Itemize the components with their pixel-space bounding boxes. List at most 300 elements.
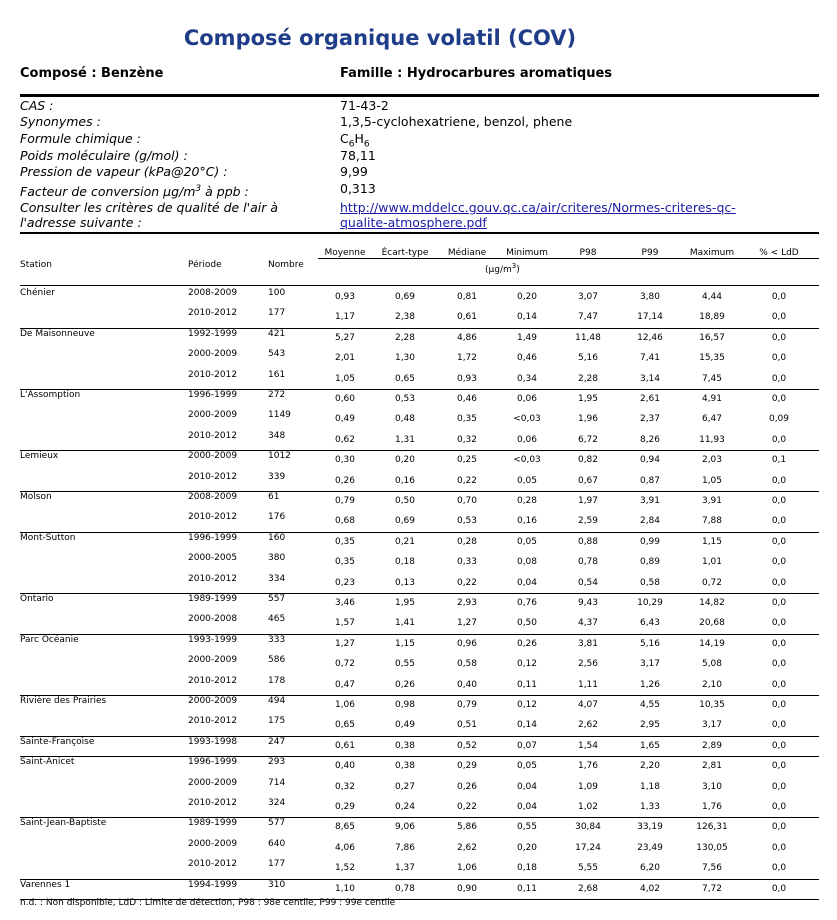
period-cell: 2010-2012 xyxy=(188,369,238,380)
value-cell: 0,0 xyxy=(771,496,787,506)
station-name: Chénier xyxy=(20,288,55,298)
value-cell: 0,26 xyxy=(394,679,416,690)
value-cell: 0,06 xyxy=(516,434,538,445)
value-cell: 4,44 xyxy=(701,292,723,302)
value-cell: 0,14 xyxy=(516,312,538,323)
count-cell: 1149 xyxy=(268,410,291,421)
period-cell: 2000-2009 xyxy=(188,349,238,360)
value-cell: 0,09 xyxy=(768,414,790,425)
criteria-link-2[interactable]: qualite-atmosphere.pdf xyxy=(340,215,487,230)
value-cell: 0,82 xyxy=(577,455,599,466)
station-name: Varennes 1 xyxy=(20,879,71,890)
station-name: Lemieux xyxy=(20,451,59,462)
property-value: 1,3,5-cyclohexatriene, benzol, phene xyxy=(340,114,573,129)
count-cell: 577 xyxy=(268,818,286,829)
group-divider xyxy=(20,593,819,594)
value-cell: 0,06 xyxy=(516,394,538,404)
value-cell: 0,26 xyxy=(516,638,538,649)
property-value: 0,313 xyxy=(340,181,376,196)
value-cell: 1,01 xyxy=(701,557,723,568)
value-cell: 3,80 xyxy=(639,292,661,302)
value-cell: 0,72 xyxy=(701,577,723,588)
station-name: Rivière des Prairies xyxy=(20,696,107,706)
count-cell: 640 xyxy=(268,838,286,849)
value-cell: 11,93 xyxy=(699,434,725,445)
value-cell: 0,20 xyxy=(516,292,538,302)
value-cell: 10,29 xyxy=(637,598,663,608)
value-cell: 0,28 xyxy=(516,496,538,506)
value-cell: 1,49 xyxy=(516,332,538,343)
value-cell: 0,18 xyxy=(516,863,538,874)
value-cell: 0,51 xyxy=(456,720,478,731)
header-bottom-rule xyxy=(20,285,819,286)
value-cell: 0,48 xyxy=(394,414,416,425)
family-label: Famille : Hydrocarbures aromatiques xyxy=(340,66,613,81)
value-cell: 2,62 xyxy=(577,720,599,731)
value-cell: 0,0 xyxy=(771,598,787,608)
property-label: Pression de vapeur (kPa@20°C) : xyxy=(20,164,228,179)
column-header-ecart: Écart-type xyxy=(381,248,429,258)
count-cell: 177 xyxy=(268,308,286,319)
value-cell: 1,31 xyxy=(394,434,416,445)
value-cell: 0,69 xyxy=(394,292,416,302)
count-cell: 348 xyxy=(268,430,286,441)
value-cell: 0,99 xyxy=(639,536,661,547)
unit-label: $(\mu g/m^3)$ xyxy=(485,262,520,275)
value-cell: 0,88 xyxy=(577,536,599,547)
value-cell: 0,33 xyxy=(456,557,478,568)
period-cell: 1994-1999 xyxy=(188,879,238,890)
value-cell: 0,50 xyxy=(394,496,416,506)
value-cell: 0,79 xyxy=(456,700,478,710)
value-cell: 0,90 xyxy=(456,883,478,894)
value-cell: 1,06 xyxy=(456,863,478,874)
value-cell: 2,62 xyxy=(456,842,478,853)
value-cell: 1,57 xyxy=(334,618,356,629)
value-cell: 0,0 xyxy=(771,883,787,894)
value-cell: 1,15 xyxy=(394,638,416,649)
value-cell: 7,47 xyxy=(577,312,599,323)
column-header-p98: P98 xyxy=(579,248,597,258)
table-top-rule xyxy=(20,232,819,234)
count-cell: 324 xyxy=(268,798,286,808)
value-cell: 0,79 xyxy=(334,496,356,506)
value-cell: 3,46 xyxy=(334,598,356,608)
count-cell: 247 xyxy=(268,736,286,747)
value-cell: 2,81 xyxy=(701,761,723,772)
value-cell: 0,58 xyxy=(639,577,661,588)
station-name: Mont-Sutton xyxy=(20,532,76,543)
column-header-mediane: Médiane xyxy=(447,248,487,258)
count-cell: 176 xyxy=(268,512,286,523)
value-cell: 0,0 xyxy=(771,638,787,649)
value-cell: 0,23 xyxy=(334,577,356,588)
property-value: $C_6H_6$ xyxy=(340,131,370,150)
value-cell: 0,0 xyxy=(771,312,787,323)
property-label: Synonymes : xyxy=(20,114,101,129)
value-cell: 0,0 xyxy=(771,761,787,772)
period-cell: 2010-2012 xyxy=(188,430,238,441)
count-cell: 586 xyxy=(268,655,286,666)
value-cell: 2,61 xyxy=(639,394,661,404)
period-cell: 1996-1999 xyxy=(188,757,238,768)
value-cell: 1,30 xyxy=(394,353,416,364)
count-cell: 1012 xyxy=(268,451,291,462)
value-cell: 1,96 xyxy=(577,414,599,425)
count-cell: 421 xyxy=(268,328,286,339)
period-cell: 2010-2012 xyxy=(188,308,238,319)
value-cell: 6,20 xyxy=(639,863,661,874)
count-cell: 543 xyxy=(268,349,286,360)
value-cell: 0,12 xyxy=(516,700,538,710)
value-cell: 15,35 xyxy=(699,353,725,364)
group-divider xyxy=(20,328,819,329)
value-cell: 0,69 xyxy=(394,516,416,527)
station-name: Parc Océanie xyxy=(20,634,79,645)
value-cell: 0,21 xyxy=(394,536,416,547)
value-cell: 1,27 xyxy=(456,618,478,629)
value-cell: 1,65 xyxy=(639,740,661,751)
value-cell: 0,04 xyxy=(516,577,538,588)
property-label: Facteur de conversion $\mu g/m^3$ à ppb : xyxy=(20,184,249,200)
value-cell: 1,05 xyxy=(334,373,356,384)
station-name: De Maisonneuve xyxy=(20,328,95,339)
column-header-moyenne: Moyenne xyxy=(324,248,366,258)
value-cell: 0,60 xyxy=(334,394,356,404)
value-cell: 0,35 xyxy=(334,557,356,568)
value-cell: 9,06 xyxy=(394,822,416,833)
value-cell: 4,86 xyxy=(456,332,478,343)
station-name: Sainte-Françoise xyxy=(20,736,95,747)
property-label: Poids moléculaire (g/mol) : xyxy=(20,148,188,163)
value-cell: 4,37 xyxy=(577,618,599,629)
count-cell: 494 xyxy=(268,696,286,706)
value-cell: 0,58 xyxy=(456,659,478,670)
value-cell: 4,07 xyxy=(577,700,599,710)
value-cell: 0,0 xyxy=(771,822,787,833)
value-cell: 0,0 xyxy=(771,373,787,384)
value-cell: 0,16 xyxy=(516,516,538,527)
value-cell: 1,18 xyxy=(639,781,661,792)
value-cell: 0,0 xyxy=(771,434,787,445)
value-cell: 0,0 xyxy=(771,720,787,731)
value-cell: 0,87 xyxy=(639,475,661,486)
value-cell: 0,26 xyxy=(334,475,356,486)
value-cell: 0,0 xyxy=(771,475,787,486)
group-divider xyxy=(20,695,819,696)
count-cell: 333 xyxy=(268,634,286,645)
value-cell: 2,01 xyxy=(334,353,356,364)
station-name: Ontario xyxy=(20,594,54,604)
column-header-ldd: % < LdD xyxy=(759,248,799,258)
value-cell: 0,24 xyxy=(394,802,416,812)
count-cell: 178 xyxy=(268,675,286,686)
column-header-minimum: Minimum xyxy=(506,248,548,258)
value-cell: 20,68 xyxy=(699,618,725,629)
period-cell: 2000-2009 xyxy=(188,655,238,666)
value-cell: 0,0 xyxy=(771,659,787,670)
period-cell: 1996-1999 xyxy=(188,532,238,543)
value-cell: 7,88 xyxy=(701,516,723,527)
value-cell: 1,11 xyxy=(577,679,599,690)
value-cell: 1,15 xyxy=(701,536,723,547)
value-cell: 23,49 xyxy=(637,842,663,853)
header-rule xyxy=(20,94,819,97)
group-divider xyxy=(20,736,819,737)
value-cell: <0,03 xyxy=(513,414,541,425)
period-cell: 2010-2012 xyxy=(188,573,238,584)
value-cell: 7,45 xyxy=(701,373,723,384)
period-cell: 2000-2009 xyxy=(188,451,238,462)
period-cell: 2000-2009 xyxy=(188,696,238,706)
value-cell: 0,46 xyxy=(456,394,478,404)
value-cell: 33,19 xyxy=(637,822,663,833)
value-cell: 0,14 xyxy=(516,720,538,731)
value-cell: 0,72 xyxy=(334,659,356,670)
value-cell: 0,11 xyxy=(516,883,538,894)
value-cell: 0,0 xyxy=(771,679,787,690)
value-cell: <0,03 xyxy=(513,455,541,466)
count-cell: 380 xyxy=(268,553,286,564)
value-cell: 1,76 xyxy=(701,802,723,812)
period-cell: 2010-2012 xyxy=(188,512,238,523)
value-cell: 18,89 xyxy=(699,312,725,323)
value-cell: 3,91 xyxy=(701,496,723,506)
value-cell: 0,67 xyxy=(577,475,599,486)
value-cell: 2,56 xyxy=(577,659,599,670)
value-cell: 2,95 xyxy=(639,720,661,731)
value-cell: 17,14 xyxy=(637,312,663,323)
column-header-periode: Période xyxy=(188,260,222,270)
value-cell: 7,86 xyxy=(394,842,416,853)
value-cell: 1,06 xyxy=(334,700,356,710)
count-cell: 100 xyxy=(268,288,286,298)
value-cell: 3,10 xyxy=(701,781,723,792)
column-header-nombre: Nombre xyxy=(268,260,304,270)
value-cell: 0,52 xyxy=(456,740,478,751)
period-cell: 1993-1998 xyxy=(188,736,238,747)
group-divider xyxy=(20,389,819,390)
value-cell: 0,20 xyxy=(516,842,538,853)
value-cell: 0,38 xyxy=(394,740,416,751)
value-cell: 2,03 xyxy=(701,455,723,466)
value-cell: 0,18 xyxy=(394,557,416,568)
footnote: n.d. : Non disponible, LdD : Limite de détection, P98 : 98e centile, P99 : 99e centile xyxy=(20,898,396,908)
value-cell: 2,28 xyxy=(394,332,416,343)
property-label: CAS : xyxy=(20,98,54,113)
period-cell: 2010-2012 xyxy=(188,859,238,870)
period-cell: 1989-1999 xyxy=(188,594,238,604)
value-cell: 130,05 xyxy=(696,842,728,853)
value-cell: 0,62 xyxy=(334,434,356,445)
value-cell: 3,91 xyxy=(639,496,661,506)
value-cell: 2,10 xyxy=(701,679,723,690)
count-cell: 177 xyxy=(268,859,286,870)
value-cell: 1,97 xyxy=(577,496,599,506)
count-cell: 161 xyxy=(268,369,286,380)
value-cell: 0,70 xyxy=(456,496,478,506)
value-cell: 1,27 xyxy=(334,638,356,649)
value-cell: 2,84 xyxy=(639,516,661,527)
group-divider xyxy=(20,756,819,757)
value-cell: 3,81 xyxy=(577,638,599,649)
group-divider xyxy=(20,879,819,880)
value-cell: 4,91 xyxy=(701,394,723,404)
value-cell: 4,02 xyxy=(639,883,661,894)
criteria-link-1[interactable]: http://www.mddelcc.gouv.qc.ca/air/criteres/Normes-criteres-qc- xyxy=(340,200,736,215)
value-cell: 9,43 xyxy=(577,598,599,608)
value-cell: 1,41 xyxy=(394,618,416,629)
value-cell: 0,0 xyxy=(771,802,787,812)
count-cell: 272 xyxy=(268,390,286,400)
value-cell: 0,22 xyxy=(456,577,478,588)
value-cell: 0,11 xyxy=(516,679,538,690)
value-cell: 0,53 xyxy=(456,516,478,527)
value-cell: 6,47 xyxy=(701,414,723,425)
value-cell: 0,32 xyxy=(334,781,356,792)
value-cell: 0,0 xyxy=(771,536,787,547)
group-divider xyxy=(20,491,819,492)
value-cell: 5,16 xyxy=(577,353,599,364)
value-cell: 0,38 xyxy=(394,761,416,772)
value-cell: 0,34 xyxy=(516,373,538,384)
period-cell: 2008-2009 xyxy=(188,492,238,502)
value-cell: 0,08 xyxy=(516,557,538,568)
value-cell: 0,05 xyxy=(516,475,538,486)
value-cell: 1,52 xyxy=(334,863,356,874)
value-cell: 2,37 xyxy=(639,414,661,425)
station-name: Saint-Jean-Baptiste xyxy=(20,818,107,829)
value-cell: 4,06 xyxy=(334,842,356,853)
value-cell: 5,16 xyxy=(639,638,661,649)
value-cell: 0,55 xyxy=(516,822,538,833)
value-cell: 0,28 xyxy=(456,536,478,547)
value-cell: 5,27 xyxy=(334,332,356,343)
value-cell: 1,02 xyxy=(577,802,599,812)
value-cell: 1,33 xyxy=(639,802,661,812)
value-cell: 0,46 xyxy=(516,353,538,364)
value-cell: 5,08 xyxy=(701,659,723,670)
value-cell: 3,17 xyxy=(701,720,723,731)
value-cell: 0,40 xyxy=(334,761,356,772)
period-cell: 2000-2005 xyxy=(188,553,238,564)
value-cell: 0,89 xyxy=(639,557,661,568)
consult-label-1: Consulter les critères de qualité de l'air à xyxy=(20,200,278,215)
period-cell: 2010-2012 xyxy=(188,716,238,727)
value-cell: 0,16 xyxy=(394,475,416,486)
value-cell: 1,76 xyxy=(577,761,599,772)
value-cell: 12,46 xyxy=(637,332,663,343)
value-cell: 0,0 xyxy=(771,292,787,302)
value-cell: 2,20 xyxy=(639,761,661,772)
value-cell: 0,40 xyxy=(456,679,478,690)
value-cell: 0,35 xyxy=(334,536,356,547)
value-cell: 14,19 xyxy=(699,638,725,649)
value-cell: 16,57 xyxy=(699,332,725,343)
value-cell: 1,05 xyxy=(701,475,723,486)
period-cell: 2008-2009 xyxy=(188,288,238,298)
value-cell: 2,38 xyxy=(394,312,416,323)
value-cell: 0,27 xyxy=(394,781,416,792)
value-cell: 1,37 xyxy=(394,863,416,874)
count-cell: 557 xyxy=(268,594,286,604)
group-divider xyxy=(20,450,819,451)
value-cell: 1,17 xyxy=(334,312,356,323)
value-cell: 0,13 xyxy=(394,577,416,588)
count-cell: 293 xyxy=(268,757,286,768)
value-cell: 7,72 xyxy=(701,883,723,894)
count-cell: 310 xyxy=(268,879,286,890)
value-cell: 0,1 xyxy=(771,455,787,466)
value-cell: 0,35 xyxy=(456,414,478,425)
group-divider xyxy=(20,634,819,635)
count-cell: 339 xyxy=(268,471,286,482)
value-cell: 0,0 xyxy=(771,332,787,343)
value-cell: 0,0 xyxy=(771,781,787,792)
value-cell: 6,43 xyxy=(639,618,661,629)
value-cell: 0,05 xyxy=(516,536,538,547)
value-cell: 0,25 xyxy=(456,455,478,466)
value-cell: 0,68 xyxy=(334,516,356,527)
consult-label-2: l'adresse suivante : xyxy=(20,215,142,230)
period-cell: 2010-2012 xyxy=(188,471,238,482)
value-cell: 0,0 xyxy=(771,618,787,629)
value-cell: 0,0 xyxy=(771,353,787,364)
value-cell: 2,28 xyxy=(577,373,599,384)
page-title: Composé organique volatil (COV) xyxy=(183,26,577,50)
value-cell: 8,26 xyxy=(639,434,661,445)
value-cell: 0,20 xyxy=(394,455,416,466)
value-cell: 2,59 xyxy=(577,516,599,527)
value-cell: 0,0 xyxy=(771,557,787,568)
value-cell: 11,48 xyxy=(575,332,601,343)
value-cell: 0,0 xyxy=(771,842,787,853)
value-cell: 0,0 xyxy=(771,516,787,527)
value-cell: 1,09 xyxy=(577,781,599,792)
value-cell: 30,84 xyxy=(575,822,601,833)
period-cell: 1992-1999 xyxy=(188,328,238,339)
column-header-station: Station xyxy=(20,260,52,270)
value-cell: 0,53 xyxy=(394,394,416,404)
value-cell: 17,24 xyxy=(575,842,601,853)
value-cell: 0,78 xyxy=(577,557,599,568)
value-cell: 0,98 xyxy=(394,700,416,710)
value-cell: 4,55 xyxy=(639,700,661,710)
value-cell: 0,93 xyxy=(334,292,356,302)
value-cell: 0,0 xyxy=(771,394,787,404)
column-header-p99: P99 xyxy=(641,248,659,258)
value-cell: 0,49 xyxy=(334,414,356,425)
value-cell: 0,55 xyxy=(394,659,416,670)
value-cell: 7,41 xyxy=(639,353,661,364)
count-cell: 714 xyxy=(268,777,286,788)
value-cell: 14,82 xyxy=(699,598,725,608)
value-cell: 0,76 xyxy=(516,598,538,608)
count-cell: 175 xyxy=(268,716,286,727)
value-cell: 0,0 xyxy=(771,740,787,751)
value-cell: 10,35 xyxy=(699,700,725,710)
value-cell: 0,0 xyxy=(771,863,787,874)
value-cell: 0,65 xyxy=(334,720,356,731)
value-cell: 1,72 xyxy=(456,353,478,364)
group-divider xyxy=(20,532,819,533)
value-cell: 3,07 xyxy=(577,292,599,302)
value-cell: 0,32 xyxy=(456,434,478,445)
station-name: Saint-Anicet xyxy=(20,757,75,768)
value-cell: 0,0 xyxy=(771,577,787,588)
value-cell: 0,12 xyxy=(516,659,538,670)
value-cell: 7,56 xyxy=(701,863,723,874)
